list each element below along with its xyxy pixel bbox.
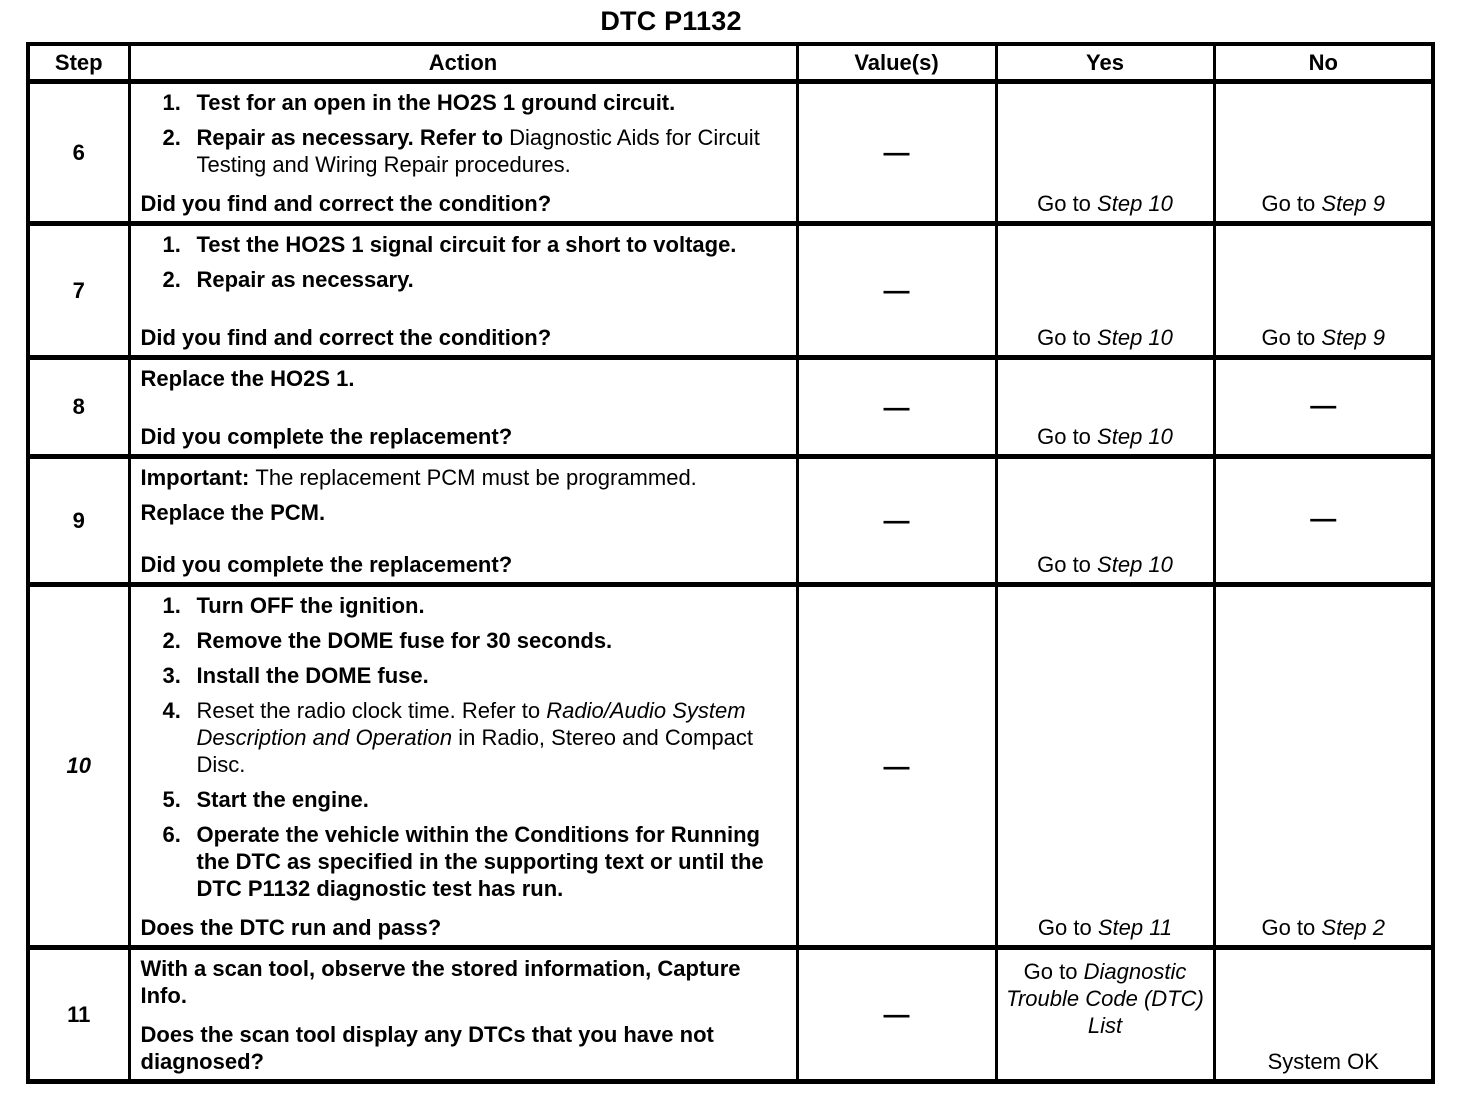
list-item: 1. Test for an open in the HO2S 1 ground circuit.: [162, 90, 676, 115]
action-list: [141, 592, 788, 910]
no-cell: Go to Step 9: [1214, 82, 1433, 224]
action-cell: [129, 457, 797, 585]
action-question: Does the scan tool display any DTCs that you have not diagnosed?: [140, 1022, 714, 1074]
step-number: 10: [28, 585, 129, 948]
no-cell: Go to Step 2: [1214, 585, 1433, 948]
action-question: Did you find and correct the condition?: [140, 325, 552, 350]
action-cell: [129, 358, 797, 457]
no-cell: Go to Step 9: [1214, 224, 1433, 358]
diagnostic-table: [26, 42, 1435, 1084]
list-item: 1. Test the HO2S 1 signal circuit for a short to voltage.: [162, 232, 737, 257]
yes-cell: Go to Diagnostic Trouble Code (DTC) List: [996, 948, 1214, 1082]
yes-cell: Go to Step 10: [996, 224, 1214, 358]
no-cell: —: [1214, 358, 1433, 457]
action-text: Replace the HO2S 1.: [140, 366, 355, 391]
yes-cell: Go to Step 10: [996, 457, 1214, 585]
action-question: Does the DTC run and pass?: [140, 915, 442, 940]
yes-cell: Go to Step 10: [996, 82, 1214, 224]
list-item: 6. Operate the vehicle within the Conditions for Running the DTC as specified in the supporting text or until the DTC P1132 diagnostic test has run.: [162, 822, 764, 901]
action-cell: [129, 948, 797, 1082]
value-cell: —: [797, 358, 996, 457]
value-cell: —: [797, 224, 996, 358]
action-text: With a scan tool, observe the stored information, Capture Info.: [140, 956, 741, 1008]
list-item: 1. Turn OFF the ignition.: [162, 593, 425, 618]
step-number: 8: [28, 358, 129, 457]
action-question: Did you complete the replacement?: [140, 424, 513, 449]
header-row: [28, 44, 1433, 82]
value-cell: —: [797, 948, 996, 1082]
no-cell: System OK: [1214, 948, 1433, 1082]
table-row-step-10: [28, 585, 1433, 948]
value-cell: —: [797, 457, 996, 585]
header-action: Action: [129, 44, 797, 82]
table-row-step-7: [28, 224, 1433, 358]
yes-cell: Go to Step 11: [996, 585, 1214, 948]
table-row-step-9: [28, 457, 1433, 585]
list-item: 3. Install the DOME fuse.: [162, 663, 429, 688]
action-cell: [129, 585, 797, 948]
header-yes: Yes: [996, 44, 1214, 82]
no-cell: —: [1214, 457, 1433, 585]
value-cell: —: [797, 82, 996, 224]
action-list: [141, 231, 788, 301]
table-row-step-8: [28, 358, 1433, 457]
step-number: 7: [28, 224, 129, 358]
action-text: Replace the PCM.: [140, 500, 326, 525]
table-row-step-6: [28, 82, 1433, 224]
header-step: Step: [28, 44, 129, 82]
list-item: 5. Start the engine.: [162, 787, 369, 812]
action-list: [141, 89, 788, 186]
action-question: Did you find and correct the condition?: [140, 191, 552, 216]
value-cell: —: [797, 585, 996, 948]
step-number: 9: [28, 457, 129, 585]
list-item: 4. Reset the radio clock time. Refer to Radio/Audio System Description and Operation in Radio, Stereo and Compact Disc.: [162, 698, 753, 777]
list-item: 2. Repair as necessary. Refer to Diagnostic Aids for Circuit Testing and Wiring Repair procedures.: [162, 125, 760, 177]
yes-cell: Go to Step 10: [996, 358, 1214, 457]
list-item: 2. Repair as necessary.: [162, 267, 414, 292]
step-number: 6: [28, 82, 129, 224]
table-row-step-11: [28, 948, 1433, 1082]
action-cell: [129, 82, 797, 224]
action-cell: [129, 224, 797, 358]
step-number: 11: [28, 948, 129, 1082]
page-title: DTC P1132: [600, 6, 742, 36]
header-values: Value(s): [797, 44, 996, 82]
list-item: 2. Remove the DOME fuse for 30 seconds.: [162, 628, 613, 653]
action-question: Did you complete the replacement?: [140, 552, 513, 577]
header-no: No: [1214, 44, 1433, 82]
important-note: Important: The replacement PCM must be programmed.: [140, 465, 697, 490]
